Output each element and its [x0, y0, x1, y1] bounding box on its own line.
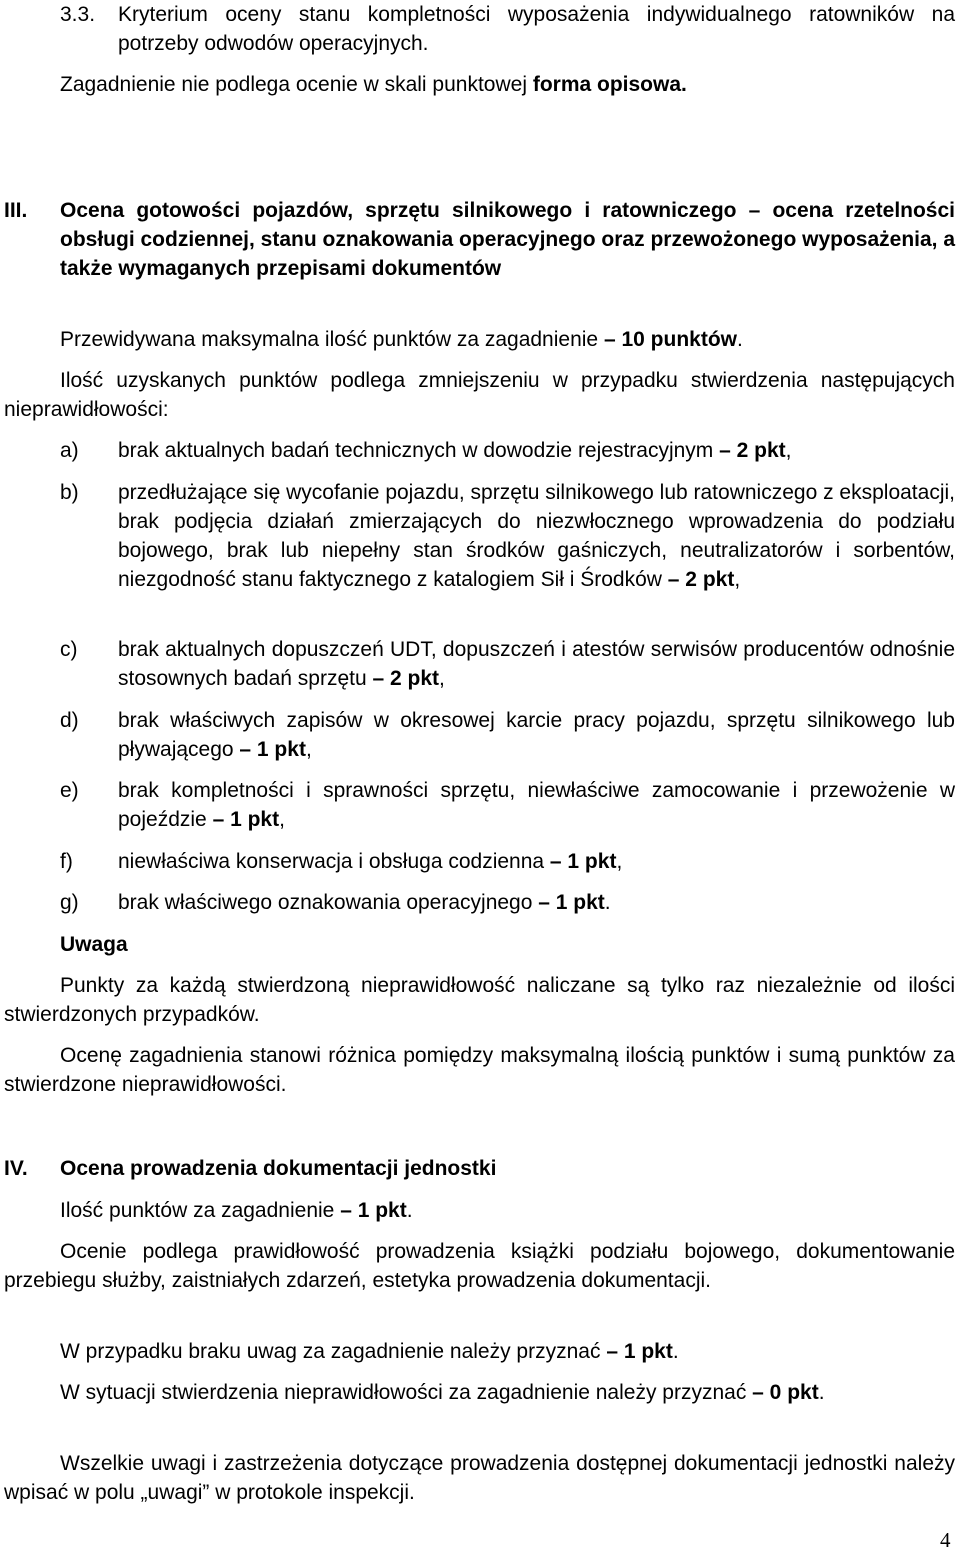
section-title: Kryterium oceny stanu kompletności wyposażenia indywidualnego ratowników na potrzeby odwodów operacyjnych.: [118, 3, 955, 55]
section-IV-heading: Ocena prowadzenia dokumentacji jednostki: [60, 1157, 497, 1180]
paragraph: Wszelkie uwagi i zastrzeżenia dotyczące prowadzenia dostępnej dokumentacji jednostki należy wpisać w polu „uwagi” w protokole inspekcji.: [4, 1452, 955, 1504]
points-line: Ilość punktów za zagadnienie – 1 pkt.: [60, 1199, 413, 1222]
max-points: Przewidywana maksymalna ilość punktów za zagadnienie – 10 punktów.: [60, 328, 743, 351]
uwaga-paragraph: Ocenę zagadnienia stanowi różnica pomiędzy maksymalną ilością punktów i sumą punktów za stwierdzone nieprawidłowości.: [4, 1044, 955, 1096]
list-item: b) przedłużające się wycofanie pojazdu, sprzętu silnikowego lub ratowniczego z eksploatacji, brak podjęcia działań zmierzających do niezwłocznego wprowadzenia do podziału bojowego, brak lub niepełny stan środków gaśniczych, neutralizatorów i sorbentów, niezgodność stanu faktycznego z katalogiem Sił i Środków – 2 pkt,: [60, 481, 955, 591]
paragraph: Ocenie podlega prawidłowość prowadzenia książki podziału bojowego, dokumentowanie przebiegu służby, zaistniałych zdarzeń, estetyka prowadzenia dokumentacji.: [4, 1240, 955, 1292]
section-number-III: III.: [4, 199, 28, 222]
paragraph: W przypadku braku uwag za zagadnienie należy przyznać – 1 pkt.: [60, 1340, 679, 1363]
section-III-heading: Ocena gotowości pojazdów, sprzętu silnikowego i ratowniczego – ocena rzetelności obsługi codziennej, stanu oznakowania operacyjnego oraz przewożonego wyposażenia, a także wymaganych przepisami dokumentów: [60, 199, 956, 280]
list-item: f) niewłaściwa konserwacja i obsługa codzienna – 1 pkt,: [60, 850, 623, 873]
note-bold: forma opisowa.: [532, 73, 687, 96]
section-3-3: [60, 0, 955, 58]
paragraph: W sytuacji stwierdzenia nieprawidłowości za zagadnienie należy przyznać – 0 pkt.: [60, 1381, 825, 1404]
section-note: Zagadnienie nie podlega ocenie w skali punktowej forma opisowa.: [60, 73, 687, 96]
list-item: c) brak aktualnych dopuszczeń UDT, dopuszczeń i atestów serwisów producentów odnośnie stosownych badań sprzętu – 2 pkt,: [60, 638, 955, 690]
section-number-IV: IV.: [4, 1157, 28, 1180]
uwaga-title: Uwaga: [60, 933, 128, 956]
list-item: a) brak aktualnych badań technicznych w dowodzie rejestracyjnym – 2 pkt,: [60, 439, 792, 462]
intro-paragraph: Ilość uzyskanych punktów podlega zmniejszeniu w przypadku stwierdzenia następujących nieprawidłowości:: [4, 369, 955, 421]
list-item: g) brak właściwego oznakowania operacyjnego – 1 pkt.: [60, 891, 611, 914]
uwaga-paragraph: Punkty za każdą stwierdzoną nieprawidłowość naliczane są tylko raz niezależnie od ilości stwierdzonych przypadków.: [4, 974, 955, 1026]
section-number: 3.3.: [60, 3, 96, 26]
list-item: e) brak kompletności i sprawności sprzętu, niewłaściwe zamocowanie i przewożenie w pojeździe – 1 pkt,: [60, 779, 955, 831]
list-item: d) brak właściwych zapisów w okresowej karcie pracy pojazdu, sprzętu silnikowego lub pływającego – 1 pkt,: [60, 709, 955, 761]
page-number: 4: [940, 1528, 951, 1552]
